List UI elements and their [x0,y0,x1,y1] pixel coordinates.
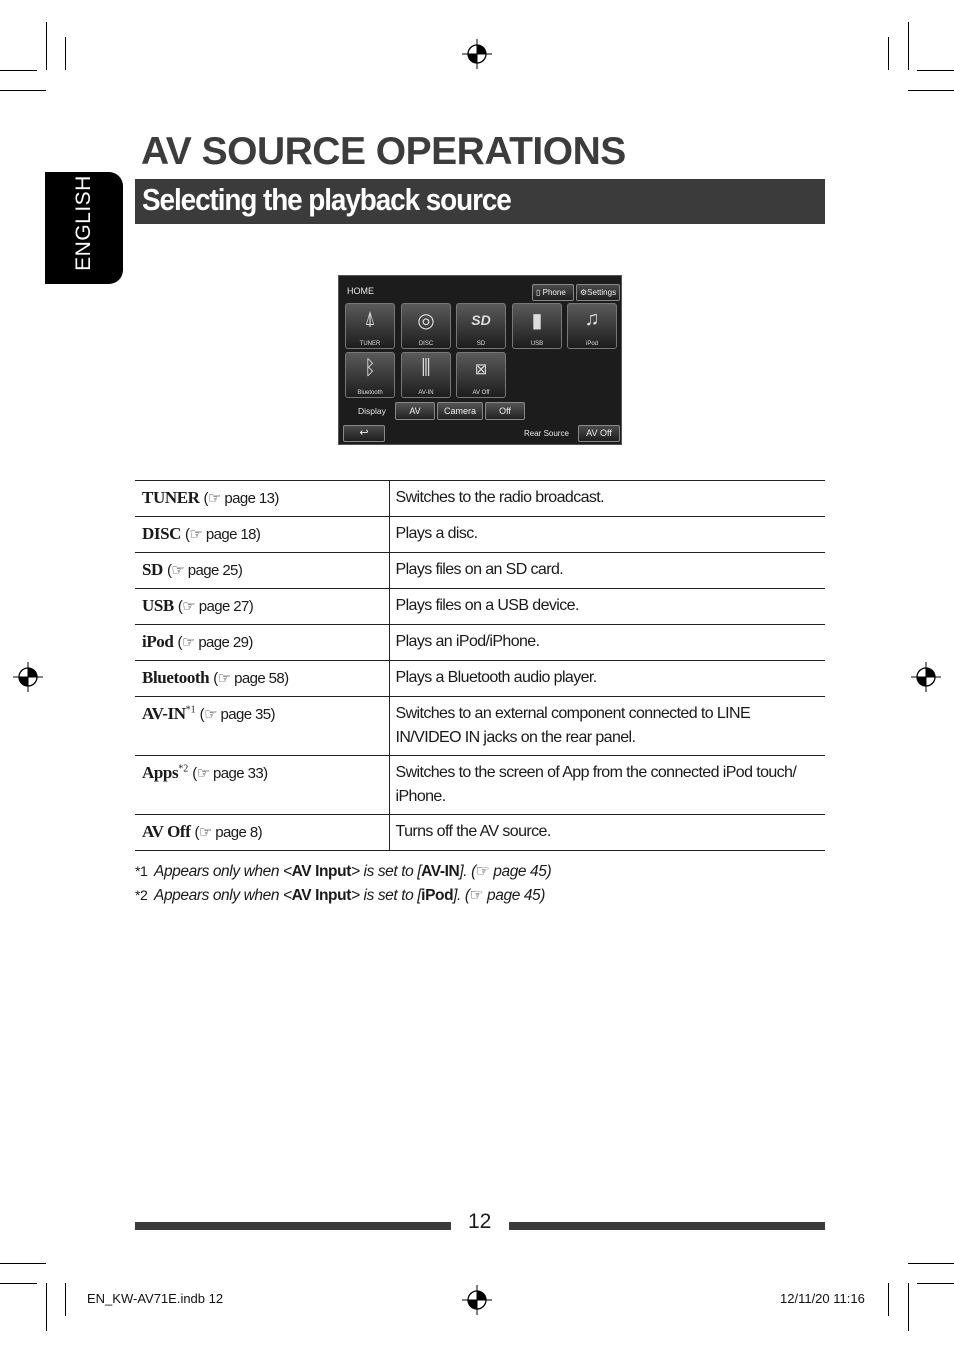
crop-mark [0,1283,37,1284]
footnote-setting: AV Input [291,887,351,904]
display-label: Display [358,406,386,416]
registration-mark-icon [462,39,492,69]
table-row [135,589,825,625]
footnote-text: ]. ( [453,887,470,904]
registration-mark-icon [13,662,43,692]
source-description: Plays files on a USB device. [389,589,825,625]
page-reference: (☞ page 18) [185,526,261,543]
tile-label: DISC [418,341,434,347]
source-cell [135,553,389,589]
language-tab-label: ENGLISH [72,175,95,271]
source-cell [135,517,389,553]
settings-button[interactable] [576,284,620,301]
back-button[interactable] [343,425,385,442]
source-cell [135,481,389,517]
av-jack-icon: ⫼ [421,357,431,379]
home-screen-illustration [338,275,622,445]
crop-mark [0,1263,46,1264]
print-slug-file: EN_KW-AV71E.indb 12 [87,1291,224,1306]
source-cell [135,589,389,625]
usb-stick-icon: ▮ [531,310,543,332]
page-reference: (☞ page 33) [192,765,268,782]
footer-rule-left [135,1222,451,1230]
display-off-button[interactable]: Off [485,402,525,420]
sd-card-icon: SD [471,312,491,328]
source-name: AV Off [142,822,191,841]
bluetooth-tile[interactable] [345,352,395,398]
footnote [135,886,545,905]
footnote-setting: AV Input [291,863,351,880]
footnote-text: > is set to [ [350,863,422,880]
footnote-page: page 45 [487,887,541,904]
source-description: Plays files on an SD card. [389,553,825,589]
footnote-value: AV-IN [421,863,460,880]
page-reference: (☞ page 29) [177,634,253,651]
footnote-value: iPod [421,887,454,904]
footnote-page: page 45 [493,863,547,880]
section-title: Selecting the playback source [142,182,511,217]
crop-mark [908,1283,909,1331]
page-reference: (☞ page 35) [199,706,275,723]
phone-icon: ▯ [536,288,541,297]
tile-label: AV Off [472,390,490,396]
disc-tile[interactable] [401,303,451,349]
print-slug-date: 12/11/20 11:16 [780,1291,865,1306]
crop-mark [888,37,889,70]
page-ref-icon: ☞ [198,824,212,841]
page-ref-text: page 58 [234,670,285,687]
crop-mark [908,90,954,91]
source-name: Apps [142,763,179,782]
table-row [135,553,825,589]
footnote-text: ]. ( [459,863,476,880]
source-description: Plays a Bluetooth audio player. [389,661,825,697]
source-description: Turns off the AV source. [389,815,825,851]
footnote-mark: *1 [135,863,148,879]
page-ref-icon: ☞ [181,634,195,651]
page-ref-icon: ☞ [189,526,203,543]
table-row [135,815,825,851]
tile-label: iPod [585,341,598,347]
tile-label: USB [530,341,544,347]
page-ref-text: page 25 [187,562,238,579]
crop-mark [65,1283,66,1316]
footnote-marker: *2 [178,763,189,775]
page-ref-text: page 13 [224,490,275,507]
tile-label: Bluetooth [357,390,383,396]
registration-mark-icon [911,662,941,692]
source-name: SD [142,560,163,579]
crop-mark [917,70,954,71]
crop-mark [888,1283,889,1316]
footnote-text: Appears only when < [154,863,292,880]
crop-mark [46,22,47,70]
source-cell [135,661,389,697]
disc-icon: ◎ [417,310,435,332]
page-ref-text: page 33 [213,765,264,782]
page-ref-text: page 8 [215,824,258,841]
page-ref-text: page 29 [198,634,249,651]
page-number: 12 [468,1210,492,1233]
page-ref-icon: ☞ [217,670,231,687]
footnote [135,862,551,881]
footer-rule-right [509,1222,825,1230]
footnote-text: > is set to [ [350,887,422,904]
tile-label: AV-IN [418,390,434,396]
registration-mark-icon [462,1285,492,1315]
rear-source-label: Rear Source [524,429,569,438]
display-camera-button[interactable]: Camera [437,402,483,420]
settings-label: Settings [587,288,617,297]
source-cell [135,625,389,661]
page-ref-icon: ☞ [204,706,217,723]
page-title: AV SOURCE OPERATIONS [141,130,626,173]
page-reference: (☞ page 8) [194,824,262,841]
sd-tile[interactable] [456,303,506,349]
source-cell [135,756,389,815]
gear-icon: ⚙ [580,288,588,297]
home-screen-header: HOME [347,286,374,296]
language-tab [45,172,123,284]
footnote-marker: *1 [185,704,196,716]
music-note-icon: ♫ [584,308,600,330]
table-row [135,697,825,756]
page-reference: (☞ page 13) [203,490,279,507]
footnote-text: ) [546,863,552,880]
page-ref-text: page 27 [198,598,249,615]
page-ref-icon: ☞ [469,887,484,904]
footnote-text: ) [540,887,546,904]
crop-mark [46,1283,47,1331]
page-ref-text: page 35 [220,706,271,723]
usb-tile[interactable] [512,303,562,349]
source-cell [135,697,389,756]
av-in-tile[interactable] [401,352,451,398]
page-ref-text: page 18 [205,526,256,543]
crop-mark [65,37,66,70]
source-description: Switches to an external component connected to LINE IN/VIDEO IN jacks on the rear panel. [389,697,825,756]
source-description: Plays an iPod/iPhone. [389,625,825,661]
source-description: Switches to the screen of App from the connected iPod touch/ iPhone. [389,756,825,815]
footnote-text: Appears only when < [154,887,292,904]
table-row [135,661,825,697]
crop-mark [917,1283,954,1284]
source-name: DISC [142,524,182,543]
page-ref-icon: ☞ [475,863,490,880]
page-reference: (☞ page 58) [213,670,289,687]
antenna-icon: ⍋ [364,308,376,330]
rear-source-button[interactable]: AV Off [578,425,620,442]
crop-mark [908,1263,954,1264]
source-name: Bluetooth [142,668,210,687]
crop-mark [0,90,46,91]
tile-label: SD [476,341,486,347]
display-av-button[interactable]: AV [395,402,435,420]
page-reference: (☞ page 25) [166,562,243,579]
phone-button[interactable] [532,284,574,301]
source-table [135,480,825,851]
source-name: USB [142,596,174,615]
phone-label: Phone [542,288,566,297]
tile-label: TUNER [359,341,381,347]
tuner-tile[interactable] [345,303,395,349]
source-name: AV-IN [142,704,186,723]
section-header [135,179,825,224]
bluetooth-icon: ᛒ [364,357,376,379]
footnote-mark: *2 [135,887,148,903]
source-cell [135,815,389,851]
source-name: iPod [142,632,174,651]
page-ref-icon: ☞ [171,562,185,579]
close-box-icon: ⊠ [474,361,488,378]
page-ref-icon: ☞ [196,765,210,782]
av-off-tile[interactable] [456,352,506,398]
page-ref-icon: ☞ [207,490,221,507]
source-name: TUNER [142,488,200,507]
table-row [135,756,825,815]
table-row [135,481,825,517]
source-description: Switches to the radio broadcast. [389,481,825,517]
back-arrow-icon: ↩ [359,427,369,439]
table-row [135,517,825,553]
source-description: Plays a disc. [389,517,825,553]
ipod-tile[interactable] [567,303,617,349]
page-ref-icon: ☞ [182,598,196,615]
crop-mark [908,22,909,70]
table-row [135,625,825,661]
page-reference: (☞ page 27) [177,598,254,615]
crop-mark [0,70,37,71]
